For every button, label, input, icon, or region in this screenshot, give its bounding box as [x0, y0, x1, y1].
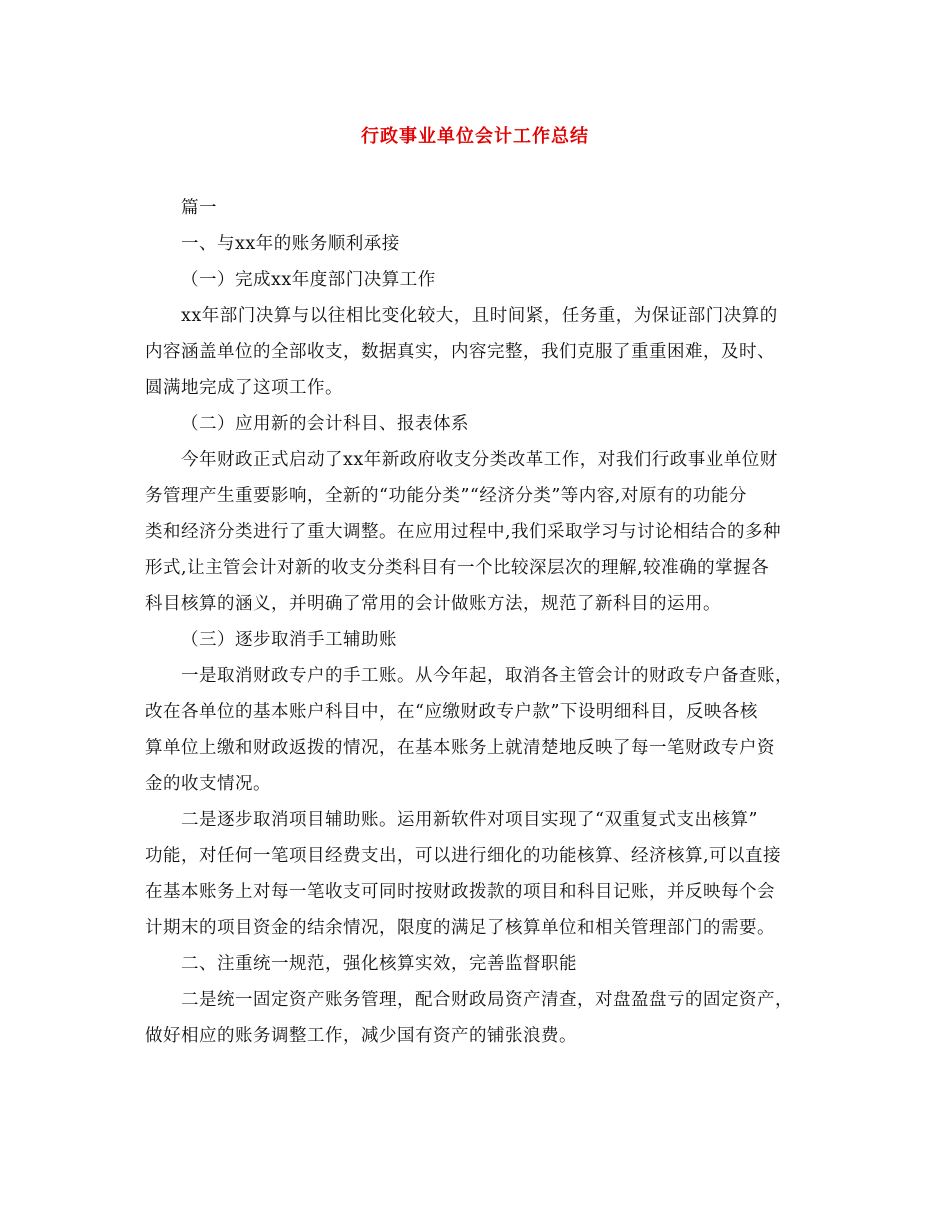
paragraph-line: 二、注重统一规范，强化核算实效，完善监督职能 — [181, 954, 577, 974]
paragraph-line: 做好相应的账务调整工作，减少国有资产的铺张浪费。 — [145, 1026, 577, 1046]
paragraph-line: 在基本账务上对每一笔收支可同时按财政拨款的项目和科目记账，并反映每个会 — [145, 882, 775, 902]
paragraph-line: xx年部门决算与以往相比变化较大，且时间紧，任务重，为保证部门决算的 — [181, 306, 778, 326]
paragraph-line: 科目核算的涵义，并明确了常用的会计做账方法，规范了新科目的运用。 — [145, 594, 721, 614]
paragraph-line: 务管理产生重要影响，全新的“功能分类”“经济分类”等内容,对原有的功能分 — [145, 486, 747, 506]
paragraph-line: 二是统一固定资产账务管理，配合财政局资产清查，对盘盈盘亏的固定资产， — [181, 990, 793, 1010]
paragraph-line: （三）逐步取消手工辅助账 — [181, 630, 397, 650]
paragraph-line: 类和经济分类进行了重大调整。在应用过程中,我们采取学习与讨论相结合的多种 — [145, 522, 782, 542]
paragraph-line: 圆满地完成了这项工作。 — [145, 378, 343, 398]
paragraph-line: 一是取消财政专户的手工账。从今年起，取消各主管会计的财政专户备查账， — [181, 666, 793, 686]
paragraph-line: 篇一 — [181, 198, 217, 218]
paragraph-line: 功能，对任何一笔项目经费支出，可以进行细化的功能核算、经济核算,可以直接 — [145, 846, 782, 866]
paragraph-line: （一）完成xx年度部门决算工作 — [181, 270, 436, 290]
paragraph-line: 内容涵盖单位的全部收支，数据真实，内容完整，我们克服了重重困难，及时、 — [145, 342, 775, 362]
document-body — [145, 190, 805, 1054]
paragraph-line: （二）应用新的会计科目、报表体系 — [181, 414, 469, 434]
paragraph-line: 形式,让主管会计对新的收支分类科目有一个比较深层次的理解,较准确的掌握各 — [145, 558, 770, 578]
paragraph-line: 一、与xx年的账务顺利承接 — [181, 234, 400, 254]
paragraph-line: 算单位上缴和财政返拨的情况，在基本账务上就清楚地反映了每一笔财政专户资 — [145, 738, 775, 758]
paragraph-line: 改在各单位的基本账户科目中，在“应缴财政专户款”下设明细科目，反映各核 — [145, 702, 758, 722]
paragraph-line: 二是逐步取消项目辅助账。运用新软件对项目实现了“双重复式支出核算” — [181, 810, 758, 830]
paragraph-line: 今年财政正式启动了xx年新政府收支分类改革工作，对我们行政事业单位财 — [181, 450, 778, 470]
paragraph-line: 金的收支情况。 — [145, 774, 271, 794]
paragraph-line: 计期末的项目资金的结余情况，限度的满足了核算单位和相关管理部门的需要。 — [145, 918, 775, 938]
document-title: 行政事业单位会计工作总结 — [361, 126, 589, 147]
